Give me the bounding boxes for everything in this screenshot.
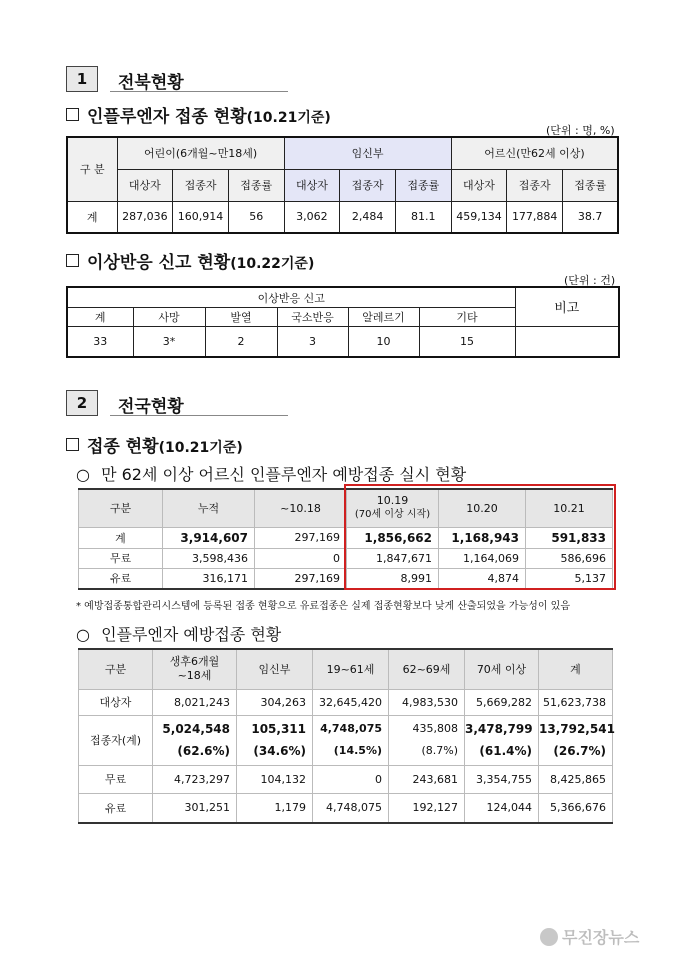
cell-value: 287,036 [117,201,173,233]
cell-value: 160,914 [173,201,229,233]
col-fever: 발열 [205,308,277,327]
cell-pct: (26.7%) [553,744,606,758]
cell-value: 4,983,530 [389,689,465,715]
section-underline-1 [110,91,288,92]
cell-value: 2 [205,326,277,357]
cell-value: 1,168,943 [439,527,526,548]
cell-value: 243,681 [389,765,465,793]
cell-value: 3,062 [284,201,340,233]
watermark-logo: 무진장뉴스 [540,925,639,948]
highlight-box [344,484,616,590]
section-number-2: 2 [66,390,98,416]
section-underline-2 [110,415,288,416]
col-pregnant: 임신부 [237,649,313,689]
col-total: 계 [67,308,133,327]
section-number-1: 1 [66,66,98,92]
remarks-header: 비고 [515,287,619,326]
heading-influenza-status: ○ 인플루엔자 예방접종 현황 [76,625,282,644]
col-death: 사망 [133,308,205,327]
cell-pct: (34.6%) [253,744,306,758]
col-gubun: 구 분 [67,137,117,201]
cell-value: 435,808 [412,722,458,735]
row-label: 계 [79,527,163,548]
cell-value: 2,484 [340,201,396,233]
cell-value: 10 [348,326,419,357]
cell-value: 3* [133,326,205,357]
cell-value: 81.1 [395,201,451,233]
col-1020: 10.20 [439,489,526,527]
unit-label: (단위 : 건) [564,274,616,287]
square-bullet-icon [66,438,79,451]
cell-value: 297,169 [255,527,347,548]
cell-value: 8,991 [347,568,439,589]
cell-value: 192,127 [389,793,465,823]
sub-target: 대상자 [117,169,173,201]
cell-value: 32,645,420 [313,689,389,715]
cell-pct: (61.4%) [479,744,532,758]
col-gubun: 구분 [79,489,163,527]
cell-value: 1,847,671 [347,548,439,568]
cell-value: 459,134 [451,201,507,233]
group-children: 어린이(6개월~만18세) [117,137,284,169]
cell-value: 13,792,541 [539,722,615,736]
sub-rate: 접종률 [563,169,619,201]
cell-pct: (62.6%) [177,744,230,758]
cell-value: 8,425,865 [539,765,613,793]
cell-value: 0 [255,548,347,568]
cell-value: 301,251 [153,793,237,823]
cell-value-pct [389,715,465,765]
row-label: 대상자 [79,689,153,715]
cell-pct: (14.5%) [333,744,382,757]
adverse-reaction-table [66,286,620,358]
col-children [153,649,237,689]
cell-value: 3,354,755 [465,765,539,793]
sub-target: 대상자 [451,169,507,201]
cell-value: 5,024,548 [162,722,230,736]
col-cumulative: 누적 [163,489,255,527]
cell-value: 297,169 [255,568,347,589]
cell-value: 586,696 [526,548,613,568]
cell-value-pct [313,715,389,765]
unit-label: (단위 : 명, %) [546,124,615,137]
row-label: 무료 [79,548,163,568]
row-label: 유료 [79,568,163,589]
cell-value: 56 [228,201,284,233]
cell-value: 177,884 [507,201,563,233]
cell-value: 33 [67,326,133,357]
sub-rate: 접종률 [395,169,451,201]
heading-vaccination-status: 인플루엔자 접종 현황(10.21기준) [66,102,331,127]
cell-pct: (8.7%) [421,744,458,757]
cell-value: 3,914,607 [163,527,255,548]
sub-vaccinated: 접종자 [340,169,396,201]
cell-value: 5,366,676 [539,793,613,823]
row-label: 무료 [79,765,153,793]
circle-bullet-icon: ○ [76,625,90,644]
cell-value: 124,044 [465,793,539,823]
jeonbuk-vaccination-table [66,136,619,234]
cell-value-pct [153,715,237,765]
cell-value: 304,263 [237,689,313,715]
col-gubun: 구분 [79,649,153,689]
sub-target: 대상자 [284,169,340,201]
group-elderly: 어르신(만62세 이상) [451,137,618,169]
cell-value: 51,623,738 [539,689,613,715]
cell-value-pct [539,715,613,765]
col-children-line1: 생후6개월 [169,655,220,669]
col-children-line2: ~18세 [177,669,212,683]
col-local: 국소반응 [277,308,348,327]
row-label: 접종자(계) [79,715,153,765]
col-1019-note: (70세 이상 시작) [354,509,431,521]
heading-national-vaccination: 접종 현황(10.21기준) [66,432,243,457]
cell-value: 15 [419,326,515,357]
cell-value: 105,311 [251,722,306,736]
cell-value: 1,179 [237,793,313,823]
sub-vaccinated: 접종자 [173,169,229,201]
heading-adverse-reaction: 이상반응 신고 현황(10.22기준) [66,248,314,273]
remarks-cell [515,326,619,357]
cell-value: 1,856,662 [347,527,439,548]
national-vaccination-table [78,648,613,824]
col-1019-date: 10.19 [376,494,409,508]
col-other: 기타 [419,308,515,327]
cell-value: 3,478,799 [465,722,533,736]
cell-value: 38.7 [563,201,619,233]
cell-value: 4,748,075 [320,722,382,735]
adverse-top-header: 이상반응 신고 [67,287,515,308]
watermark-icon [540,928,558,946]
section-title-2: 전국현황 [118,397,184,417]
sub-vaccinated: 접종자 [507,169,563,201]
cell-value-pct [237,715,313,765]
col-70plus: 70세 이상 [465,649,539,689]
cell-value: 3 [277,326,348,357]
cell-value-pct [465,715,539,765]
square-bullet-icon [66,254,79,267]
circle-bullet-icon: ○ [76,465,90,484]
cell-value: 4,723,297 [153,765,237,793]
cell-value: 591,833 [526,527,613,548]
row-label: 유료 [79,793,153,823]
cell-value: 104,132 [237,765,313,793]
heading-elderly-62: ○ 만 62세 이상 어르신 인플루엔자 예방접종 실시 현황 [76,465,467,484]
footnote: * 예방접종통합관리시스템에 등록된 접종 현황으로 유료접종은 실제 접종현황보다 낮게 산출되었을 가능성이 있음 [76,601,570,612]
row-total-label: 계 [67,201,117,233]
sub-rate: 접종률 [228,169,284,201]
section-title-1: 전북현황 [118,73,184,93]
cell-value: 316,171 [163,568,255,589]
col-to-1018: ~10.18 [255,489,347,527]
square-bullet-icon [66,108,79,121]
cell-value: 5,137 [526,568,613,589]
col-1021: 10.21 [526,489,613,527]
cell-value: 0 [313,765,389,793]
cell-value: 4,874 [439,568,526,589]
cell-value: 3,598,436 [163,548,255,568]
cell-value: 4,748,075 [313,793,389,823]
col-total: 계 [539,649,613,689]
col-62-69: 62~69세 [389,649,465,689]
group-pregnant: 임신부 [284,137,451,169]
cell-value: 5,669,282 [465,689,539,715]
col-allergy: 알레르기 [348,308,419,327]
cell-value: 1,164,069 [439,548,526,568]
col-19-61: 19~61세 [313,649,389,689]
cell-value: 8,021,243 [153,689,237,715]
